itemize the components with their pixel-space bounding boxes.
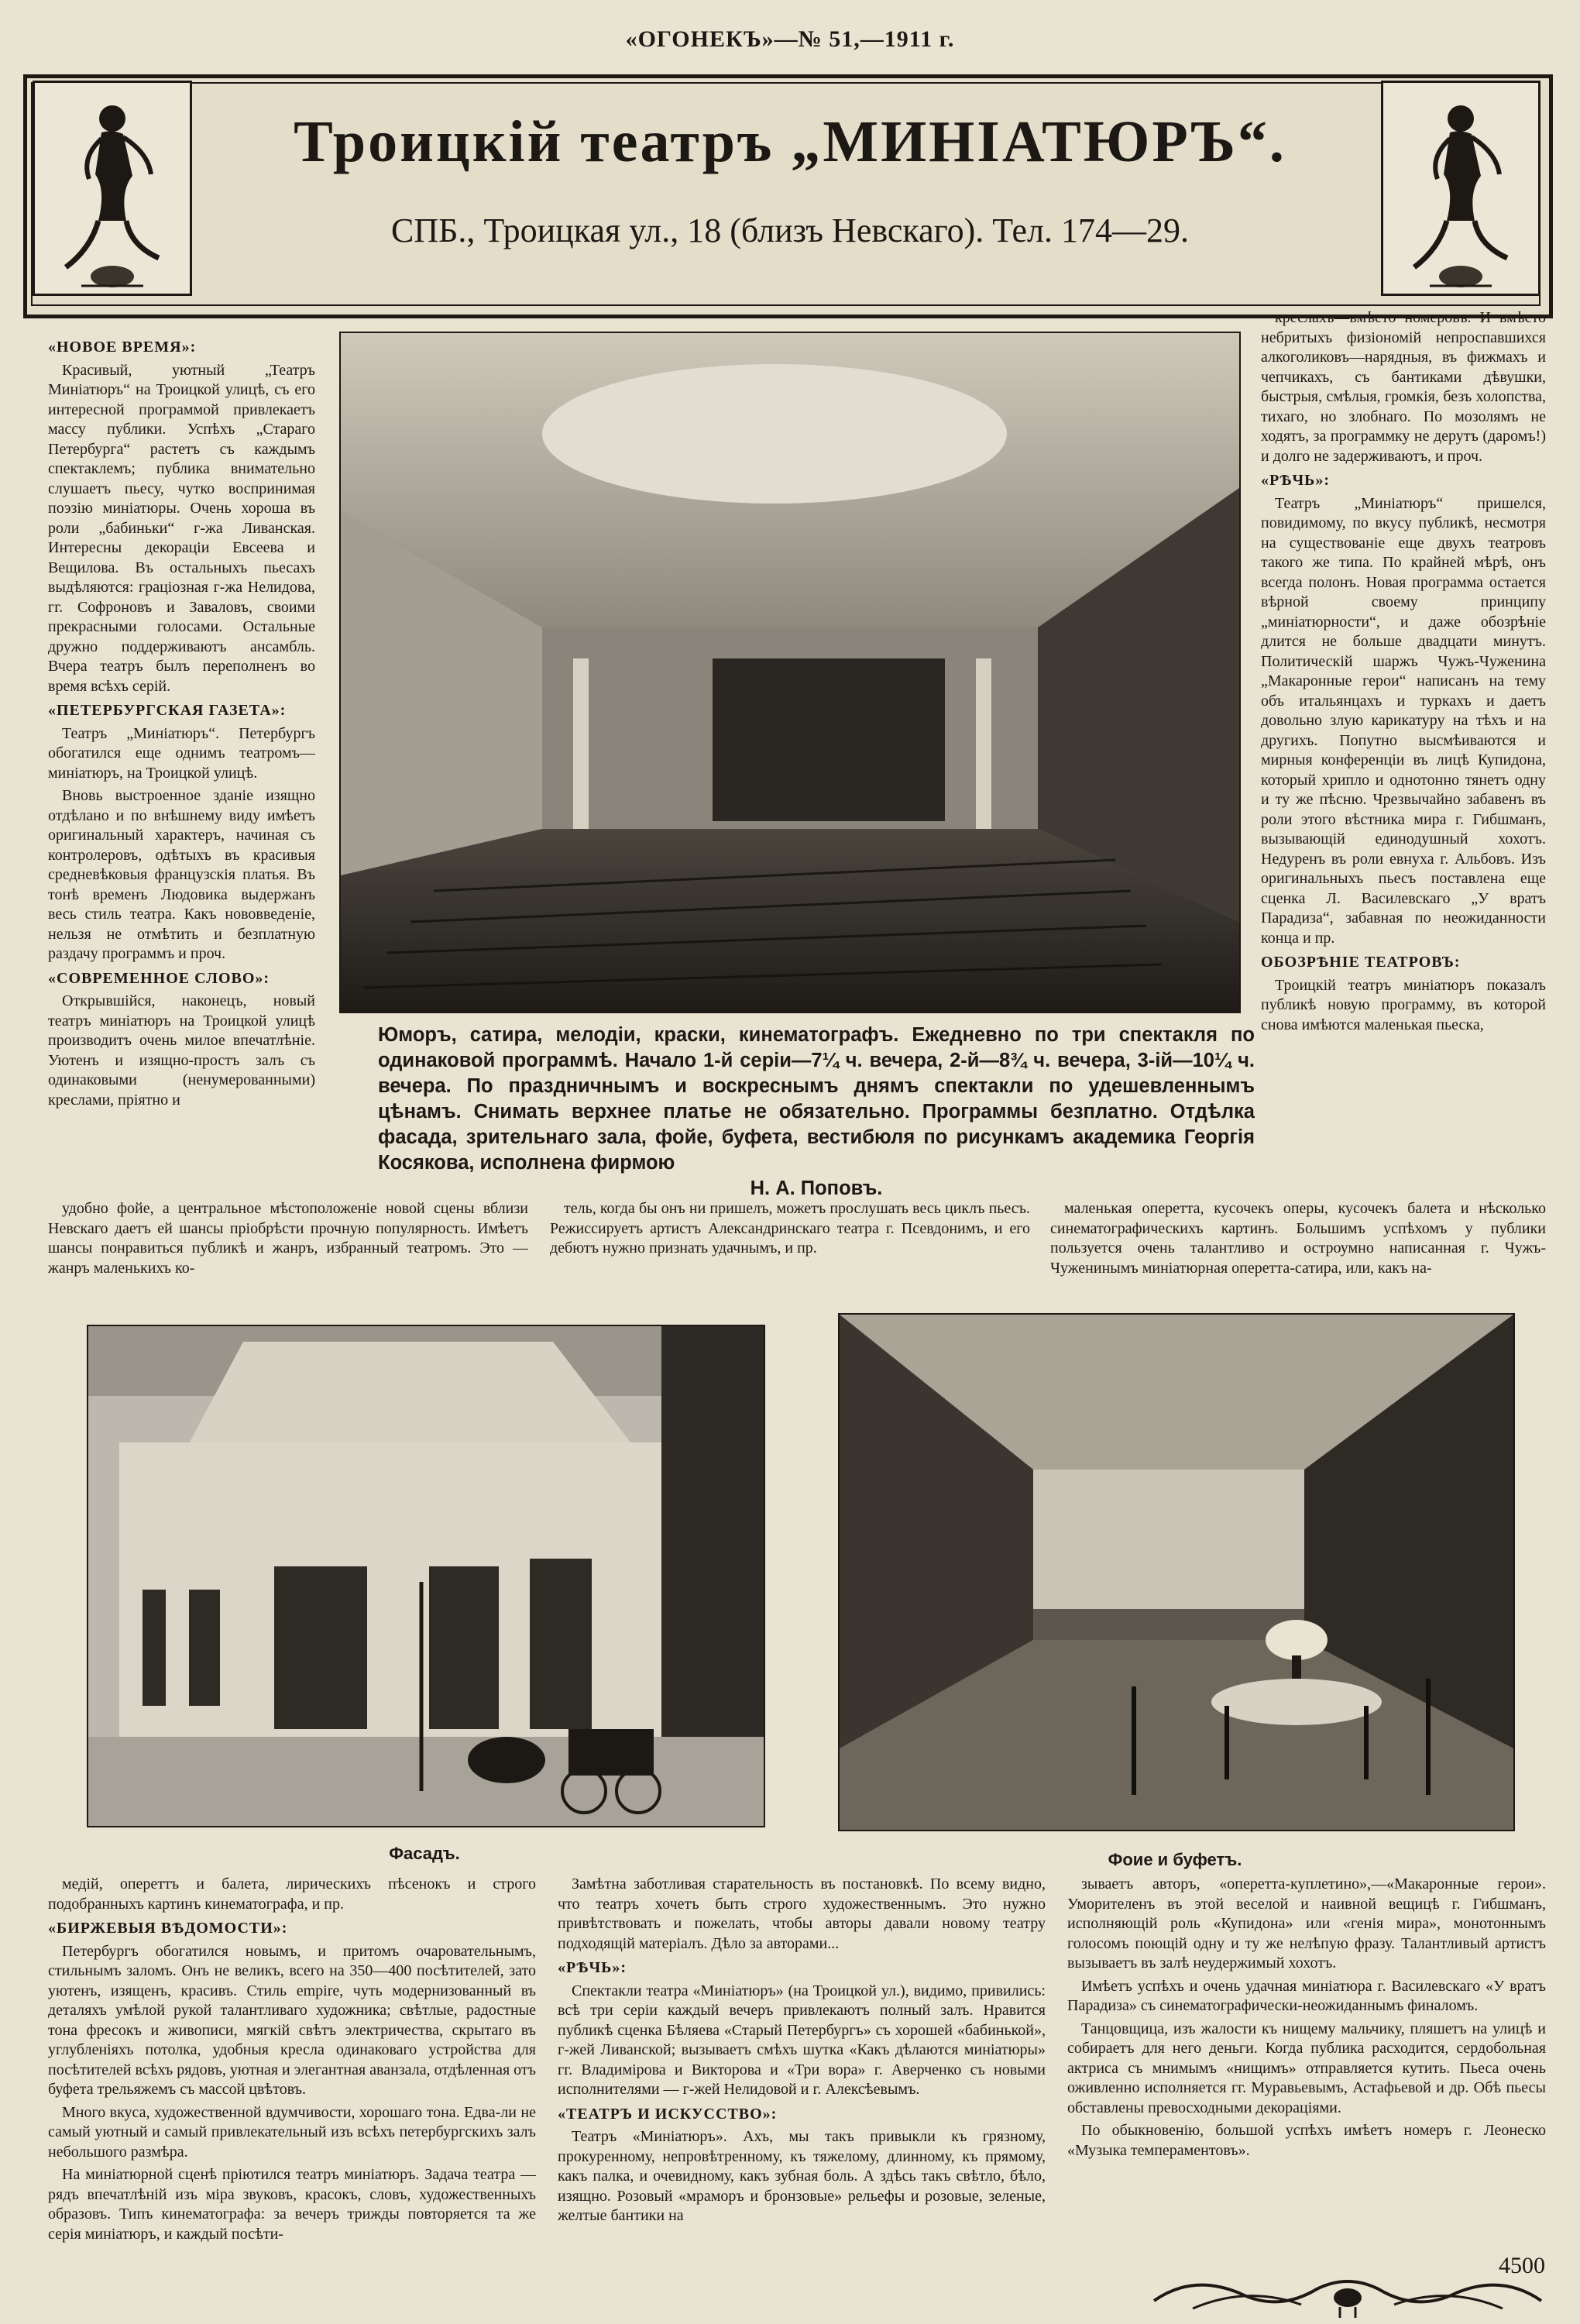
left-continuation-text: удобно фойе, а центральное мѣстоположеніе новой сцены вблизи Невскаго даетъ ей шансы пріобрѣсти прочную популярность. Имѣетъ шансы понравиться публикѣ и жанръ, избранный театромъ. Это — жанръ маленькихъ ко- [48,1200,528,1277]
middle-continuation [550,1199,1030,1292]
right-text-1: креслахъ—вмѣсто номеровъ. И вмѣсто небритыхъ физіономій непроспавшихся алкоголиковъ—нарядныя, въ фижмахъ и чепчикахъ, съ бантиками дѣвушки, быстрыя, смѣлыя, громкія, безъ холопства, тихаго, но злобнаго. По мозолямъ не ходятъ, за программку не дерутъ (даромъ!) и долго не задерживаютъ, и проч. [1261,309,1546,465]
bottom-2-head-3: «ТЕАТРЪ И ИСКУССТВО»: [558,2105,778,2123]
right-column [1261,308,1546,1246]
left-text-1: Красивый, уютный „Театръ Миніатюръ“ на Троицкой улицѣ, съ его интересной программой привлекаетъ массу публики. Успѣхъ „Стараго Петербурга“ растетъ съ каждымъ спектаклемъ; публика внимательно слушаетъ пьесу, чутко воспринимая поэзію миніатюры. Очень хороша въ роли „бабиньки“ г-жа Ливанская. Интересны декораціи Евсеева и Вещилова. Въ остальныхъ пьесахъ выдѣляются: граціозная г-жа Нелидова, гг. Софроновъ и Заваловъ, своими прекрасными голосами. Остальные дружно поддерживаютъ ансамбль. Вчера театръ былъ переполненъ во время всѣхъ серій. [48,361,315,695]
bottom-1-head-2: «БИРЖЕВЫЯ ВѢДОМОСТИ»: [48,1920,288,1937]
bottom-3-text-3: Танцовщица, изъ жалости къ нищему мальчику, пляшетъ на улицѣ и собираетъ для него деньги. Когда публика расходится, сердобольная актриса съ мнимымъ «нищимъ» отправляется кутить. Пьеса очень оживленно исполняется гг. Муравьевымъ, Астафьевой и др. Обѣ пьесы обставлены превосходными декораціями. [1067,2020,1546,2116]
right-head-2: «РѢЧЬ»: [1261,472,1331,489]
left-head-2: «ПЕТЕРБУРГСКАЯ ГАЗЕТА»: [48,702,287,719]
bottom-2-text-1: Замѣтна заботливая старательность въ постановкѣ. По всему видно, что театръ хочетъ быть строго художественнымъ. Это нужно привѣтствовать и пожелать, чтобы авторы давали новому театру подходящій матеріалъ. Дѣло за авторами... [558,1875,1046,1952]
right-head-3: ОБОЗРѢНІЕ ТЕАТРОВЪ: [1261,954,1461,971]
bottom-1-text-1: медій, опереттъ и балета, лирическихъ пѣсенокъ и строго подобранныхъ картинъ кинематографа, и пр. [48,1875,536,1913]
left-head-1: «НОВОЕ ВРЕМЯ»: [48,339,197,356]
bottom-column-1 [48,1875,536,2320]
promo-text: Юморъ, сатира, мелодіи, краски, кинематографъ. Ежедневно по три спектакля по одинаковой программѣ. Начало 1-й серіи—7¼ ч. вечера, 2-й—8¾ ч. вечера, 3-ій—10¼ ч. вечера. По праздничнымъ и воскреснымъ днямъ спектакли по удешевленнымъ цѣнамъ. Снимать верхнее платье не обязательно. Программы безплатно. Отдѣлка фасада, зрительнаго зала, фойе, буфета, вестибюля по рисункамъ академика Георгія Косякова, исполнена фирмою [378,1024,1255,1174]
bottom-3-text-1: зываетъ авторъ, «оперетта-куплетино»,—«Макаронные герои». Уморителенъ въ этой веселой и наивной вещицѣ г. Гибшманъ, исполняющій роль «Купидона» или «генія мира», монотоннымъ голосомъ поющій одну и ту же нелѣпую фразу. Талантливый артистъ вызываетъ въ залѣ неудержимый хохотъ. [1067,1875,1546,1972]
left-text-2: Театръ „Миніатюръ“. Петербургъ обогатился еще однимъ театромъ—миніатюръ, на Троицкой улицѣ. [48,724,315,782]
bottom-1-text-4: На миніатюрной сценѣ пріютился театръ миніатюръ. Задача театра — рядъ впечатлѣній изъ міра звуковъ, красокъ, словъ, художественныхъ образовъ. Типъ кинематографа: за вечеръ трижды повторяется та же серія миніатюръ, и каждый посѣти- [48,2166,536,2243]
left-head-4: «СОВРЕМЕННОЕ СЛОВО»: [48,969,270,987]
middle-continuation-text: тель, когда бы онъ ни пришелъ, можетъ прослушать весь циклъ пьесъ. Режиссируетъ артистъ Александринскаго театра г. Псевдонимъ, и его дебютъ нужно признать удачнымъ, и пр. [550,1200,1030,1257]
promo-firm: Н. А. Поповъ. [750,1177,883,1199]
ornament-flourish-icon [1146,2270,1549,2322]
bottom-2-head-2: «РѢЧЬ»: [558,1959,627,1976]
right-text-2: Театръ „Миніатюръ“ пришелся, повидимому, по вкусу публикѣ, несмотря на существованіе еще двухъ театровъ такого же типа. По крайней мѣрѣ, онъ всегда полонъ. Новая программа остается вѣрной своему принципу „миніатюрности“, и даже обозрѣніе длится не больше двадцати минутъ. Политическій шаржъ Чужъ-Чуженина „Макаронные герои“ написанъ на тему объ итальянцахъ и туркахъ и даетъ довольно злую карикатуру на тѣхъ и на другихъ. Попутно высмѣиваются и мирныя конференціи въ лицѣ Купидона, который хрипло и однотонно тянетъ одну и ту же пѣсню. Чрезвычайно забавенъ въ роли этого вѣстника мира г. Гибшманъ, вызывающій единодушный хохотъ. Недуренъ въ роли евнуха г. Альбовъ. Изъ оригинальныхъ пьесъ поставлена еще сценка Л. Василевскаго „У вратъ Парадиза“, забавная по неожиданности конца и пр. [1261,494,1546,947]
bottom-1-text-3: Много вкуса, художественной вдумчивости, хорошаго тона. Едва-ли не самый уютный и самый привлекательный изъ всѣхъ петербургскихъ залъ небольшого размѣра. [48,2103,536,2161]
page-number: 4500 [1499,2253,1545,2278]
bottom-2-text-3: Театръ «Миніатюръ». Ахъ, мы такъ привыкли къ грязному, прокуренному, непровѣтренному, къ тяжелому, длинному, къ прямому, какъ палка, и очевидному, какъ зубная боль. А здѣсь такъ свѣтло, бѣло, изящно. Розовый «мраморъ и бронзовые» рельефы и розовые, зеленые, желтые бантики на [558,2128,1046,2224]
dancer-illustration-right-icon [1381,81,1540,296]
left-text-4: Открывшійся, наконецъ, новый театръ миніатюръ на Троицкой улицѣ производитъ очень милое впечатлѣніе. Уютенъ и изящно-простъ залъ съ одинаковыми (ненумерованными) креслами, пріятно и [48,992,315,1109]
foyer-caption: Фоие и буфетъ. [1108,1850,1242,1869]
theatre-address: СПБ., Троицкая ул., 18 (близъ Невскаго). Тел. 174—29. [391,211,1189,249]
facade-photo [87,1325,765,1827]
page-title: Троицкій театръ „МИНІАТЮРЪ“. [294,109,1286,174]
right-continuation-text: маленькая оперетта, кусочекъ оперы, кусочекъ балета и нѣсколько синематографическихъ картинъ. Большимъ успѣхомъ у публики пользуется очень талантливо и остроумно написанная г. Чужъ-Чуженинымъ миніатюрная оперетта-сатира, или, какъ на- [1050,1200,1546,1277]
bottom-1-text-2: Петербургъ обогатился новымъ, и притомъ очаровательнымъ, стильнымъ заломъ. Онъ не великъ, всего на 350—400 посѣтителей, зато уютенъ, изященъ, красивъ. Стиль empire, чуть модернизованный въ деталяхъ умѣлой рукой талантливаго художника; свѣтлые, радостные тона фресокъ и живописи, мягкій свѣтъ электричества, скрытаго въ углубленіяхъ потолка, удобныя кресла одинаковаго устройства для посѣтителей всѣхъ рядовъ, уютная и элегантная аванзала, отдѣленная отъ буфета трельяжемъ съ массой цвѣтовъ. [48,1942,536,2098]
foyer-photo [838,1313,1515,1831]
bottom-3-text-4: По обыкновенію, большой успѣхъ имѣетъ номеръ г. Леонеско «Музыка темпераментовъ». [1067,2122,1546,2159]
right-continuation [1050,1199,1546,1292]
bottom-column-3 [1067,1875,1546,2239]
promo-block [378,1023,1255,1202]
bottom-3-text-2: Имѣетъ успѣхъ и очень удачная миніатюра г. Василевскаго «У вратъ Парадиза» съ синематографически-неожиданнымъ финаломъ. [1067,1977,1546,2014]
auditorium-photo [339,332,1241,1013]
facade-caption: Фасадъ. [389,1844,460,1863]
right-text-3: Троицкій театръ миніатюръ показалъ публикѣ новую программу, въ которой снова имѣются маленькая пьеска, [1261,976,1546,1033]
left-column [48,333,315,1197]
bottom-2-text-2: Спектакли театра «Миніатюръ» (на Троицкой ул.), видимо, привились: всѣ три серіи каждый вечеръ привлекаютъ полный залъ. Нравится публикѣ сценка Бѣляева «Старый Петербургъ» съ хорошей «бабинькой», г-жей Ливанской; вызываетъ смѣхъ шутка «Какъ дѣлаются миніатюры» гг. Владимірова и Викторова и «Три вора» г. Аверченко съ новыми исполнителями — г-жей Нелидовой и г. Алексѣевымъ. [558,1982,1046,2098]
masthead: «ОГОНЕКЪ»—№ 51,—1911 г. [625,26,955,52]
left-text-3: Вновь выстроенное зданіе изящно отдѣлано и по внѣшнему виду имѣетъ оригинальный характеръ, начиная съ контролеровъ, одѣтыхъ въ красивыя средневѣковыя французскія платья. Въ тонѣ временъ Людовика выдержанъ весь стиль театра. Какъ нововведеніе, нельзя не отмѣтить и безплатную раздачу программъ и проч. [48,787,315,962]
bottom-column-2 [558,1875,1046,2320]
dancer-illustration-left-icon [33,81,192,296]
left-continuation [48,1199,528,1292]
